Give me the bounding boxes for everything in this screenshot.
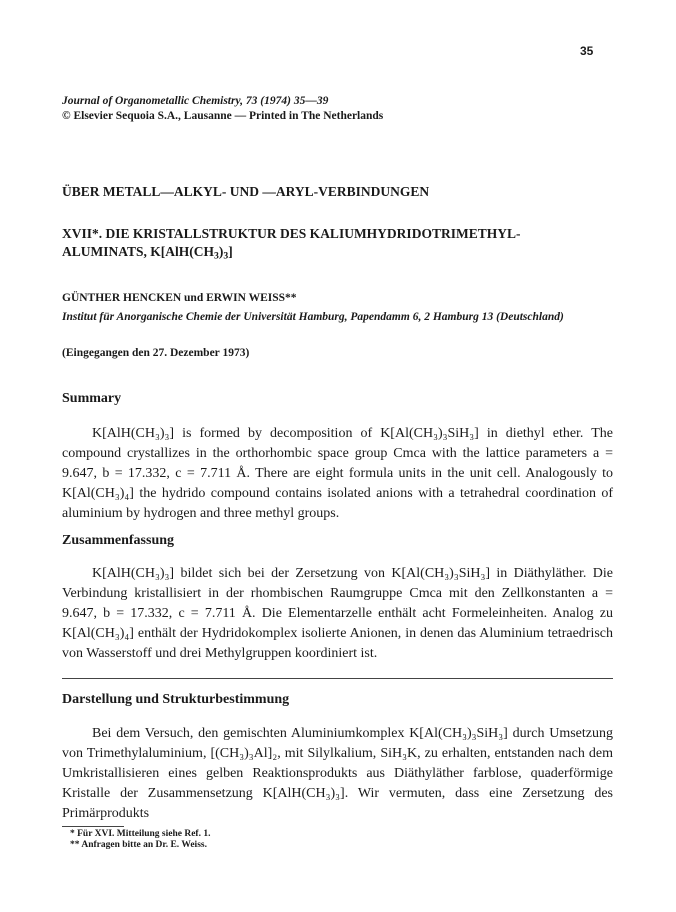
summary-heading: Summary xyxy=(62,391,122,406)
subtitle-line-2: ALUMINATS, $K[AlH(CH_3)_3]$ xyxy=(62,244,233,262)
darstellung-text: Bei dem Versuch, den gemischten Aluminiumkomplex K[Al(CH₃)₃SiH₃] durch Umsetzung von Trimethylaluminium, [(CH₃)₃Al]₂, mit Silylkalium, SiH₃K, zu erhalten, entstanden nach dem Umkristallisieren eines gelben Reaktionsprodukts aus Diäthyläther farblose, quaderförmige Kristalle der Zusammensetzung K[AlH(CH₃)₃]. Wir vermuten, dass eine Zersetzung des Primärprodukts xyxy=(62,726,613,821)
footnote-rule xyxy=(62,826,124,827)
journal-line-1: Journal of Organometallic Chemistry, 73 (1974) 35—39 xyxy=(62,95,329,107)
journal-citation xyxy=(62,94,383,124)
darstellung-heading: Darstellung und Strukturbestimmung xyxy=(62,692,290,707)
subtitle-line-1: XVII*. DIE KRISTALLSTRUKTUR DES KALIUMHYDRIDOTRIMETHYL- xyxy=(62,226,521,241)
section-divider xyxy=(62,678,613,679)
authors: GÜNTHER HENCKEN und ERWIN WEISS** xyxy=(62,292,297,304)
footnote-1: * Für XVI. Mitteilung siehe Ref. 1. xyxy=(70,829,211,839)
page-number: 35 xyxy=(580,44,594,58)
received-date: (Eingegangen den 27. Dezember 1973) xyxy=(62,347,250,359)
article-title: ÜBER METALL—ALKYL- UND —ARYL-VERBINDUNGEN xyxy=(62,184,430,199)
darstellung-paragraph xyxy=(62,724,613,824)
journal-line-2: © Elsevier Sequoia S.A., Lausanne — Printed in The Netherlands xyxy=(62,110,384,122)
institute: Institut für Anorganische Chemie der Universität Hamburg, Papendamm 6, 2 Hamburg 13 (Deutschland) xyxy=(62,311,564,323)
footnotes xyxy=(70,829,210,851)
zusammenfassung-paragraph xyxy=(62,564,613,664)
footnote-2: ** Anfragen bitte an Dr. E. Weiss. xyxy=(70,840,207,850)
zusammenfassung-text: K[AlH(CH₃)₃] bildet sich bei der Zersetzung von K[Al(CH₃)₃SiH₃] in Diäthyläther. Die Verbindung kristallisiert in der rhombischen Raumgruppe Cmca mit den Zellkonstanten a = 9.647, b = 17.332, c = 7.711 Å. Die Elementarzelle enthält acht Formeleinheiten. Analog zu K[Al(CH₃)₄] enthält der Hydridokomplex isolierte Anionen, in denen das Aluminium tetraedrisch von Wasserstoff und drei Methylgruppen koordiniert ist. xyxy=(62,566,613,661)
summary-text: K[AlH(CH₃)₃] is formed by decomposition of K[Al(CH₃)₃SiH₃] in diethyl ether. The compound crystallizes in the orthorhombic space group Cmca with the lattice parameters a = 9.647, b = 17.332, c = 7.711 Å. There are eight formula units in the unit cell. Analogously to K[Al(CH₃)₄] the hydrido compound contains isolated anions with a tetrahedral coordination of aluminium by hydrogen and three methyl groups. xyxy=(62,426,613,521)
summary-paragraph xyxy=(62,424,613,524)
article-subtitle xyxy=(62,225,622,265)
zusammenfassung-heading: Zusammenfassung xyxy=(62,533,175,548)
